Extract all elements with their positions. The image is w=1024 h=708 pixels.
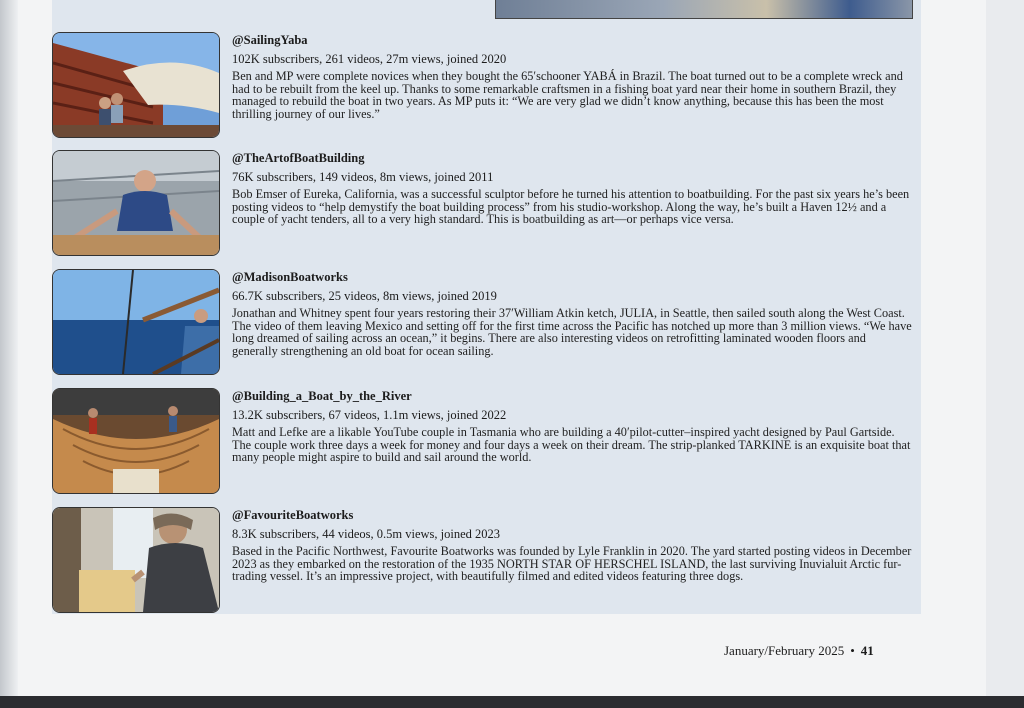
channel-thumbnail [52, 32, 220, 138]
channel-thumbnail [52, 269, 220, 375]
channel-description: Ben and MP were complete novices when they bought the 65′schooner YABÁ in Brazil. The boat turned out to be a complete wreck and had to be rebuilt from the keel up. Thanks to some remarkable craftsmen in a fishing boat yard near their home in southern Brazil, they managed to rebuild the boat in two years. As MP puts it: “We are very glad we didn’t know anything, because this has been the most thrilling journey of our lives.” [232, 69, 903, 121]
channel-handle: @MadisonBoatworks [232, 270, 348, 284]
channel-stats: 13.2K subscribers, 67 videos, 1.1m views, joined 2022 [232, 408, 507, 422]
channel-description: Matt and Lefke are a likable YouTube couple in Tasmania who are building a 40′pilot-cutter–inspired yacht designed by Paul Gartside. The couple work three days a week for money and four days a week on their dream. The strip-planked TARKINE is an exquisite boat that many people might aspire to build and sail around the world. [232, 425, 911, 465]
channel-thumbnail [52, 507, 220, 613]
page-footer [724, 643, 874, 659]
channel-handle: @SailingYaba [232, 33, 308, 47]
page-number: 41 [860, 643, 874, 658]
channel-stats: 8.3K subscribers, 44 videos, 0.5m views, joined 2023 [232, 527, 501, 541]
footer-separator: • [850, 643, 855, 658]
channel-thumbnail [52, 150, 220, 256]
channel-description: Jonathan and Whitney spent four years restoring their 37′William Atkin ketch, JULIA, in Seattle, then sailed south along the West Coast. The video of them leaving Mexico and setting off for the first time across the Pacific has notched up more than 3 million views. “We have long dreamed of sailing across an ocean,” it begins. There are also interesting videos on retrofitting laminated wooden floors and generally strengthening an old boat for ocean sailing. [232, 306, 912, 358]
channel-handle: @FavouriteBoatworks [232, 508, 354, 522]
channel-stats: 76K subscribers, 149 videos, 8m views, joined 2011 [232, 170, 494, 184]
channel-thumbnail [52, 388, 220, 494]
channel-handle: @Building_a_Boat_by_the_River [232, 389, 412, 403]
channel-handle: @TheArtofBoatBuilding [232, 151, 365, 165]
page-gutter [0, 0, 18, 696]
page-bottom-shadow [0, 696, 1024, 708]
channel-stats: 66.7K subscribers, 25 videos, 8m views, joined 2019 [232, 289, 497, 303]
issue-date: January/February 2025 [724, 643, 845, 658]
channel-stats: 102K subscribers, 261 videos, 27m views, joined 2020 [232, 52, 507, 66]
channel-description: Based in the Pacific Northwest, Favourite Boatworks was founded by Lyle Franklin in 2020. The yard started posting videos in December 2023 as they embarked on the restoration of the 1935 NORTH STAR OF HERSCHEL ISLAND, the last surviving Inuvialuit Arctic fur-trading vessel. It’s an impressive project, with beautifully filmed and edited videos featuring three dogs. [232, 544, 912, 584]
facing-page-edge [986, 0, 1024, 696]
channel-description: Bob Emser of Eureka, California, was a successful sculptor before he turned his attention to boatbuilding. For the past six years he’s been posting videos to “help demystify the boat building process” from his studio-workshop. Along the way, he’s built a Haven 12½ and a couple of yacht tenders, all to a very high standard. This is boatbuilding as art—or perhaps vice versa. [232, 187, 910, 227]
top-photo-fragment [495, 0, 913, 19]
